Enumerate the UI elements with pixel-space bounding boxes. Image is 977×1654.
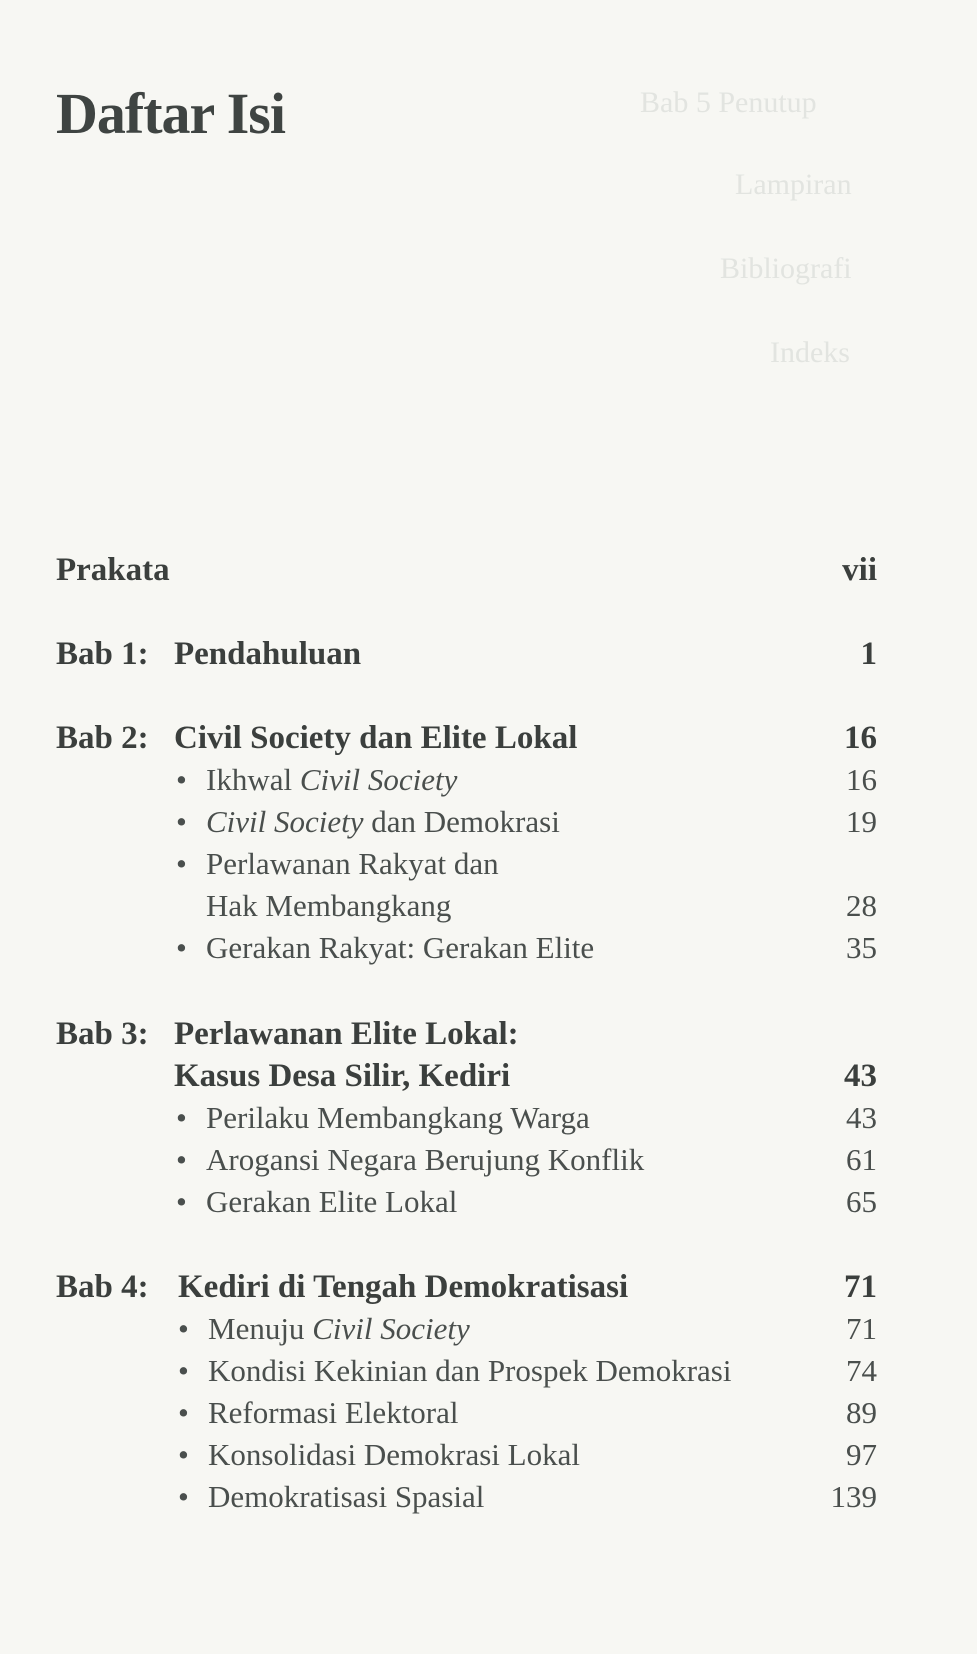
chapter-label: Bab 2: xyxy=(56,720,149,756)
toc-item[interactable]: • Konsolidasi Demokrasi Lokal 97 xyxy=(0,1433,977,1477)
toc-item[interactable]: • Perlawanan Rakyat dan xyxy=(0,842,977,886)
bullet-icon: • xyxy=(178,1395,189,1430)
toc-item[interactable]: • Gerakan Elite Lokal 65 xyxy=(0,1180,977,1224)
toc-item[interactable]: • Reformasi Elektoral 89 xyxy=(0,1391,977,1435)
toc-item-continuation[interactable]: Hak Membangkang 28 xyxy=(0,884,977,928)
toc-item[interactable]: • Kondisi Kekinian dan Prospek Demokrasi 74 xyxy=(0,1349,977,1393)
toc-item[interactable]: • Arogansi Negara Berujung Konflik 61 xyxy=(0,1138,977,1182)
toc-item[interactable]: • Civil Society dan Demokrasi 19 xyxy=(0,800,977,844)
entry-label: Prakata xyxy=(56,552,170,588)
bullet-icon: • xyxy=(178,1353,189,1388)
page-number: 16 xyxy=(844,720,877,756)
bullet-icon: • xyxy=(176,846,187,881)
bullet-icon: • xyxy=(176,1184,187,1219)
page-number: 97 xyxy=(846,1437,877,1472)
page-number: vii xyxy=(842,552,877,588)
page-number: 139 xyxy=(830,1479,877,1514)
toc-item[interactable]: • Menuju Civil Society 71 xyxy=(0,1307,977,1351)
chapter-label: Bab 1: xyxy=(56,636,149,672)
bullet-icon: • xyxy=(178,1311,189,1346)
toc-chapter-3[interactable] xyxy=(0,1012,977,1056)
chapter-title-line2: Kasus Desa Silir, Kediri xyxy=(174,1058,511,1094)
bullet-icon: • xyxy=(176,930,187,965)
page-number: 35 xyxy=(846,930,877,965)
toc-item[interactable]: • Perilaku Membangkang Warga 43 xyxy=(0,1096,977,1140)
toc-chapter-4[interactable] xyxy=(0,1265,977,1309)
bleed-through: Bab 5 Penutup xyxy=(640,86,817,119)
chapter-title: Perlawanan Elite Lokal: xyxy=(174,1016,519,1052)
page-number: 43 xyxy=(844,1058,877,1094)
bullet-icon: • xyxy=(176,1100,187,1135)
page-number: 19 xyxy=(846,804,877,839)
bullet-icon: • xyxy=(178,1437,189,1472)
toc-chapter-1[interactable] xyxy=(0,632,977,676)
bullet-icon: • xyxy=(178,1479,189,1514)
chapter-title: Kediri di Tengah Demokratisasi xyxy=(178,1269,629,1305)
page-number: 61 xyxy=(846,1142,877,1177)
page-number: 1 xyxy=(860,636,877,672)
chapter-label: Bab 4: xyxy=(56,1269,149,1305)
bleed-through: Indeks xyxy=(770,336,850,369)
bleed-through: Lampiran xyxy=(735,168,852,201)
toc-chapter-2[interactable] xyxy=(0,716,977,760)
page-number: 74 xyxy=(846,1353,877,1388)
chapter-title: Pendahuluan xyxy=(174,636,362,672)
page-number: 16 xyxy=(846,762,877,797)
page-number: 65 xyxy=(846,1184,877,1219)
page-number: 71 xyxy=(846,1311,877,1346)
page-title: Daftar Isi xyxy=(56,81,285,146)
chapter-title: Civil Society dan Elite Lokal xyxy=(174,720,578,756)
toc-item[interactable]: • Gerakan Rakyat: Gerakan Elite 35 xyxy=(0,926,977,970)
toc-item[interactable]: • Ikhwal Civil Society 16 xyxy=(0,758,977,802)
toc-item[interactable]: • Demokratisasi Spasial 139 xyxy=(0,1475,977,1519)
page-number: 89 xyxy=(846,1395,877,1430)
bullet-icon: • xyxy=(176,1142,187,1177)
bleed-through: Bibliografi xyxy=(720,252,852,285)
chapter-label: Bab 3: xyxy=(56,1016,149,1052)
page-number: 28 xyxy=(846,888,877,923)
toc-chapter-3-continuation[interactable] xyxy=(0,1054,977,1098)
page-number: 43 xyxy=(846,1100,877,1135)
bullet-icon: • xyxy=(176,762,187,797)
bullet-icon: • xyxy=(176,804,187,839)
page-number: 71 xyxy=(844,1269,877,1305)
